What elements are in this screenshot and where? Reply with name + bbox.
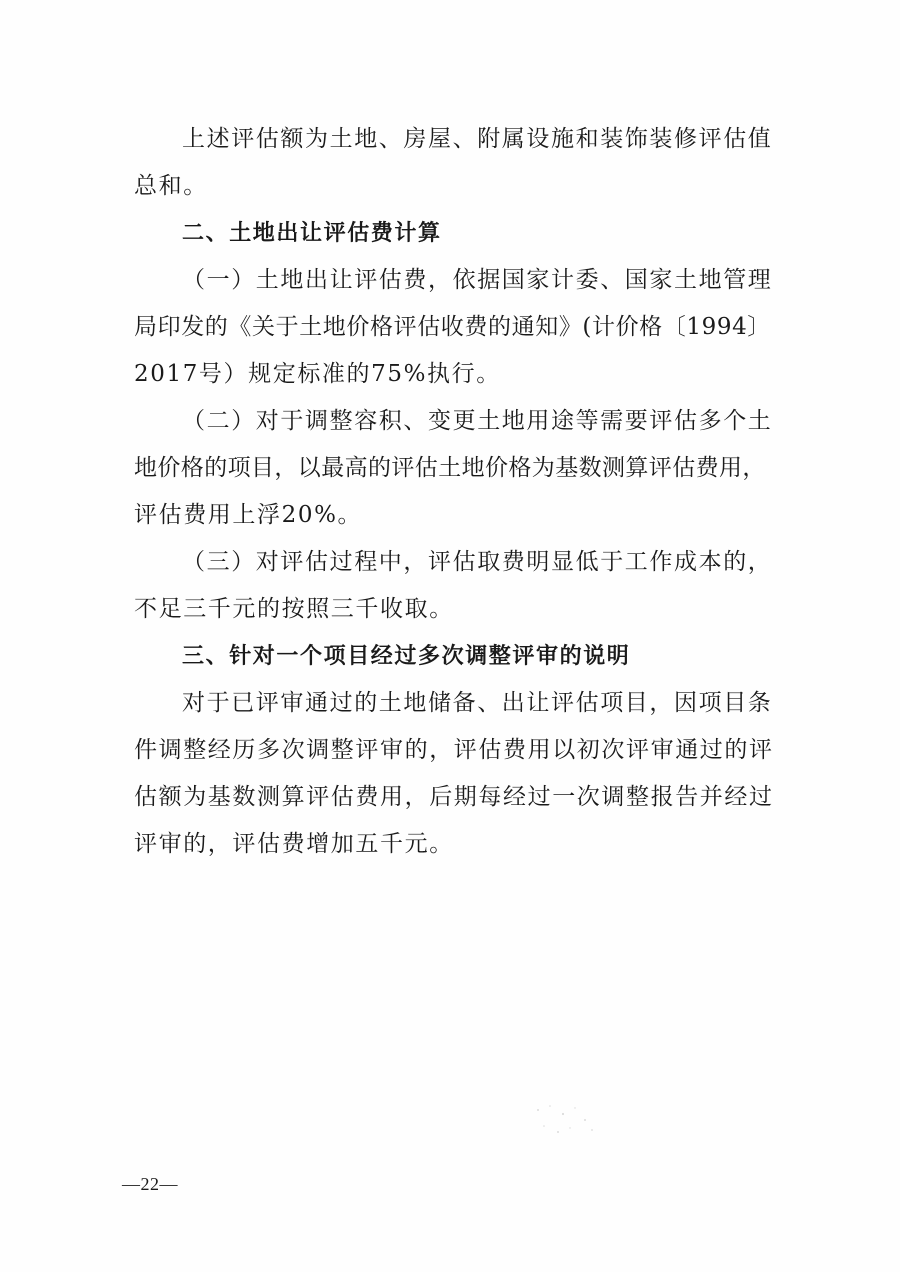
paragraph-line: 件调整经历多次调整评审的，评估费用以初次评审通过的评 (134, 737, 774, 763)
section-heading: 二、土地出让评估费计算 (182, 221, 442, 246)
paragraph-line: 评估费用上浮20%。 (134, 502, 363, 528)
paragraph-line: （三）对评估过程中，评估取费明显低于工作成本的， (182, 549, 773, 575)
paragraph-line: （二）对于调整容积、变更土地用途等需要评估多个土 (182, 408, 773, 434)
paragraph-line: 局印发的《关于土地价格评估收费的通知》(计价格〔1994〕 (134, 314, 771, 340)
paragraph-line: 上述评估额为土地、房屋、附属设施和装饰装修评估值 (182, 126, 773, 152)
paragraph-line: 估额为基数测算评估费用，后期每经过一次调整报告并经过 (134, 784, 774, 810)
paragraph-line: 不足三千元的按照三千收取。 (134, 596, 454, 622)
page-number: —22— (122, 1174, 178, 1194)
paragraph-line: （一）土地出让评估费，依据国家计委、国家土地管理 (182, 267, 773, 293)
paragraph-line: 地价格的项目，以最高的评估土地价格为基数测算评估费用， (134, 455, 766, 481)
paragraph-line: 2017号）规定标准的75%执行。 (134, 361, 501, 387)
paragraph-line: 评审的，评估费增加五千元。 (134, 831, 454, 857)
paragraph-line: 总和。 (134, 173, 208, 199)
body-text (134, 116, 774, 868)
section-heading: 三、针对一个项目经过多次调整评审的说明 (182, 644, 631, 669)
paragraph-line: 对于已评审通过的土地储备、出让评估项目，因项目条 (182, 690, 773, 716)
scan-speckle (530, 1100, 600, 1140)
